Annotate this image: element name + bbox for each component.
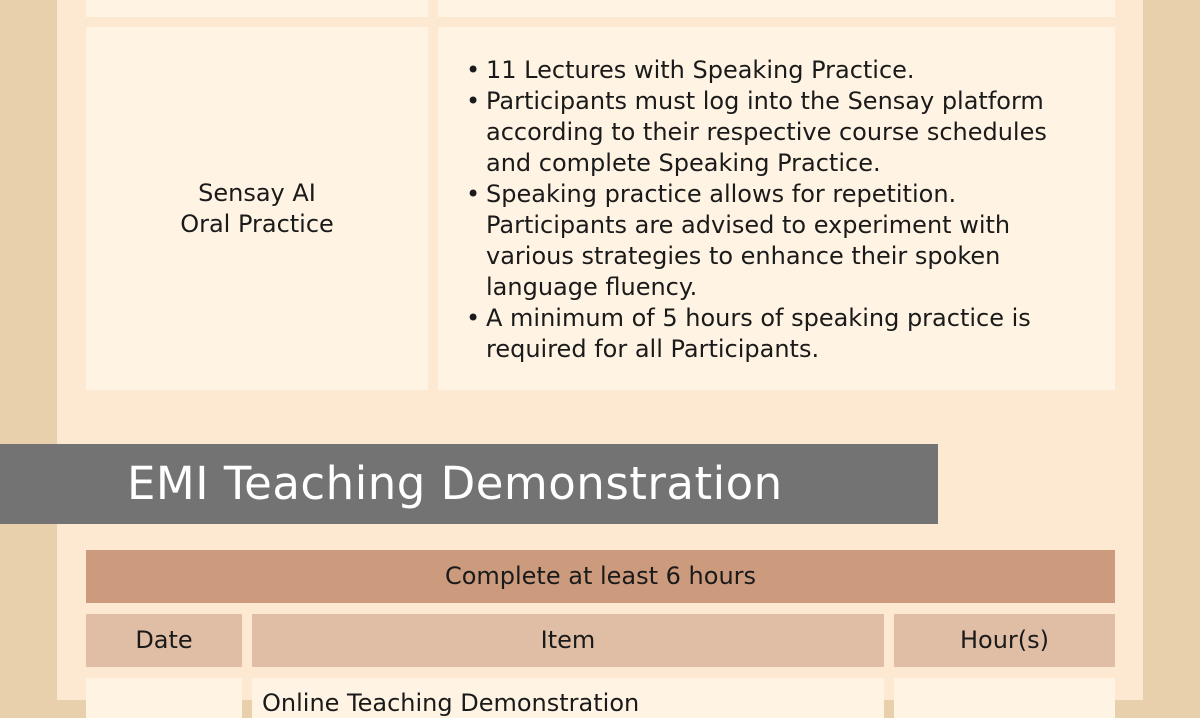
oral-practice-label-line: Oral Practice xyxy=(180,209,334,238)
bullet-icon: • xyxy=(466,56,481,84)
table-row-item-text: Online Teaching Demonstration xyxy=(262,689,640,717)
table-header-item: Item xyxy=(252,614,884,667)
bullet-line: according to their respective course schedules xyxy=(486,118,1047,146)
bullet-line: language fluency. xyxy=(486,273,698,301)
table-row-item-cell xyxy=(252,678,884,718)
section-banner xyxy=(0,444,938,524)
bullet-line: Participants must log into the Sensay platform xyxy=(486,87,1044,115)
bullet-line: A minimum of 5 hours of speaking practice is xyxy=(486,304,1031,332)
bullet-line: 11 Lectures with Speaking Practice. xyxy=(486,56,915,84)
previous-row-label-cell xyxy=(86,0,428,17)
list-item xyxy=(466,86,1096,179)
bullet-icon: • xyxy=(466,180,481,208)
oral-practice-description-cell xyxy=(438,27,1115,390)
oral-practice-label-line: Sensay AI xyxy=(198,178,316,207)
list-item xyxy=(466,179,1096,303)
table-row-date-cell xyxy=(86,678,242,718)
oral-practice-label-cell xyxy=(86,27,428,390)
list-item xyxy=(466,303,1096,365)
bullet-icon: • xyxy=(466,304,481,332)
requirement-bar: Complete at least 6 hours xyxy=(86,550,1115,603)
bullet-line: Participants are advised to experiment with xyxy=(486,211,1011,239)
bullet-line: required for all Participants. xyxy=(486,335,820,363)
table-header-hours: Hour(s) xyxy=(894,614,1115,667)
table-header-date: Date xyxy=(86,614,242,667)
section-title: EMI Teaching Demonstration xyxy=(127,457,783,510)
previous-row-description-cell xyxy=(438,0,1115,17)
oral-practice-label xyxy=(180,178,334,240)
bullet-icon: • xyxy=(466,87,481,115)
bullet-line: various strategies to enhance their spoken xyxy=(486,242,1001,270)
oral-practice-bullet-list xyxy=(466,55,1096,365)
list-item xyxy=(466,55,1096,86)
table-row-hours-cell xyxy=(894,678,1115,718)
bullet-line: and complete Speaking Practice. xyxy=(486,149,881,177)
bullet-line: Speaking practice allows for repetition. xyxy=(486,180,957,208)
